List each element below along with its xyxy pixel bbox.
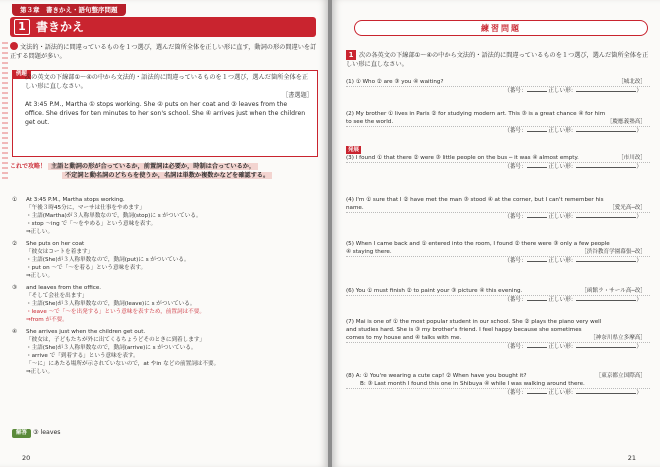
practice-title-bar (354, 20, 648, 36)
answer-blank[interactable] (576, 347, 636, 348)
explanation-item: ① At 3:45 P.M., Martha stops working. 「午後３時45分に，マーサは仕事をやめます」 ・主語(Martha)が３人称単数なので，動詞(stop)に s がついている。 ・stop ～ing で「～をやめる」という意味を表す。 ⇒正しい。 (12, 197, 202, 235)
example-line-1: At 3:45 P.M., Martha ① stops working. She ② puts on her coat and ③ leaves from the (25, 101, 288, 108)
explanation-item: ② She puts on her coat 「彼女はコートを着ます」 ・主語(She)が３人称単数なので，動詞(put)に s がついている。 ・put on ～で「～を着る」という意味を表す。 ⇒正しい。 (12, 241, 190, 279)
answer-tag: 解答 (12, 429, 31, 438)
margin-decoration (2, 42, 8, 182)
question-item: (4) I'm ① sure that I ② have met the man ③ stood ④ at the corner, but I can't remember his name. ［愛光高─改］ （番号： 正しい形： ） (346, 196, 650, 221)
number-blank[interactable] (527, 393, 547, 394)
number-blank[interactable] (527, 167, 547, 168)
hint-line-2: 不定詞と動名詞のどちらを使うか，名詞は単数か複数かなどを確認する。 (62, 172, 272, 179)
example-line-2: office. She drives for ten minutes to her son's school. She ④ arrives just when the children (25, 110, 306, 117)
question-item: (7) Mai is one of ① the most popular student in our school. She ② plays the piano very well and studies hard. She is ③ my brother's friend. I feel happy because she sometimes comes to my house and ④ talks with me. ［神奈川県立多摩高］ （番号： 正しい形： ） (346, 318, 650, 351)
question-item: (6) You ① must finish ② to paint your ③ picture ④ this evening. ［函館ラ・サール高─改］ （番号： 正しい形： ） (346, 287, 650, 304)
question-number: 1 (346, 50, 356, 60)
example-tag: 例題 (12, 70, 31, 79)
strategy-hint (10, 162, 320, 180)
answer-blank[interactable] (576, 167, 636, 168)
hint-tag: これで攻略！ (10, 163, 47, 170)
example-line-3: get out. (25, 119, 50, 126)
answer-blank[interactable] (576, 393, 636, 394)
page-number: 21 (627, 454, 636, 462)
explanation-list (12, 196, 318, 380)
section-title: 書きかえ (36, 20, 85, 34)
explanation-item: ③ and leaves from the office. 「そして会社を出ます」 ・主語(She)が３人称単数なので，動詞(leave)に s がついている。 ・leave ～で「～を出発する」という意味を表すため，前置詞は不要。 ⇒from が不要。 (12, 285, 205, 323)
answer-value: ③ leaves (32, 429, 61, 436)
question-item: (1) ① Who ② are ③ you ④ waiting? ［城北改］ （番号： 正しい形： ） (346, 78, 650, 95)
number-blank[interactable] (527, 261, 547, 262)
question-header (346, 50, 650, 69)
number-blank[interactable] (527, 131, 547, 132)
answer-line (12, 428, 61, 438)
question-instruction: 次の各英文の下線部①～④の中から文法的・語法的に間違っているものを１つ選び，選んだ箇所全体を正しい形に直しなさい。 (346, 52, 649, 68)
lead-text: 文法的・語法的に間違っているものを１つ選び，選んだ箇所全体を正しい形に直す，動詞の形の間違いを訂正する問題が多い。 (10, 44, 317, 60)
practice-title: 練習問題 (481, 24, 521, 33)
left-page (0, 0, 328, 467)
question-item: 発展 (3) I found ① that there ② were ③ little people on the bus ─ it was ④ almost empty. ［市川改］ （番号： 正しい形： ） (346, 146, 650, 171)
example-content (25, 73, 313, 127)
example-source: ［書選題］ (282, 92, 313, 99)
chapter-tab: 第３章 書きかえ・語句整序問題 (12, 4, 126, 16)
question-item: (2) My brother ① lives in Paris ② for studying modern art. This ③ is a great chance ④ for him to see the world. ［慶應義塾高］ （番号： 正しい形： ） (346, 110, 650, 135)
question-item: (8) A: ① You're wearing a cute cap! ② When have you bought it? ［東京都立国際高］ B: ③ Last month I found this one in Shibuya ④ while I was walking around there. （番号： 正しい形： ） (346, 372, 650, 397)
right-page (332, 0, 660, 467)
pencil-icon (10, 42, 18, 50)
page-number: 20 (22, 454, 31, 462)
example-box (12, 70, 318, 157)
example-instruction: 次の英文の下線部①～④の中から文法的・語法的に間違っているものを１つ選び，選んだ箇所全体を正しい形に直しなさい。 (25, 74, 309, 90)
answer-blank[interactable] (576, 300, 636, 301)
answer-blank[interactable] (576, 131, 636, 132)
number-blank[interactable] (527, 300, 547, 301)
hint-line-1: 主語と動詞の形が合っているか，前置詞は必要か，時制は合っているか， (48, 163, 258, 170)
answer-blank[interactable] (576, 261, 636, 262)
explanation-item: ④ She arrives just when the children get out. 「彼女は，子どもたちが外に出てくるちょうどそのときに到着します」 ・主語(She)が３人称単数なので，動詞(arrive)に s がついている。 ・arrive で「到着する」という意味を表す。 「～に」にあたる場所が示されていないので，at やin などの前置詞は不要。 ⇒正しい。 (12, 329, 220, 375)
answer-blank[interactable] (576, 91, 636, 92)
advanced-tag: 発展 (348, 147, 360, 153)
number-blank[interactable] (527, 91, 547, 92)
section-number: 1 (14, 19, 30, 35)
answer-blank[interactable] (576, 217, 636, 218)
number-blank[interactable] (527, 217, 547, 218)
question-item: (5) When I came back and ① entered into the room, I found ② there were ③ only a few people ④ staying there. ［渋谷教育学園幕張─改］ （番号： 正しい形： ） (346, 240, 650, 265)
number-blank[interactable] (527, 347, 547, 348)
